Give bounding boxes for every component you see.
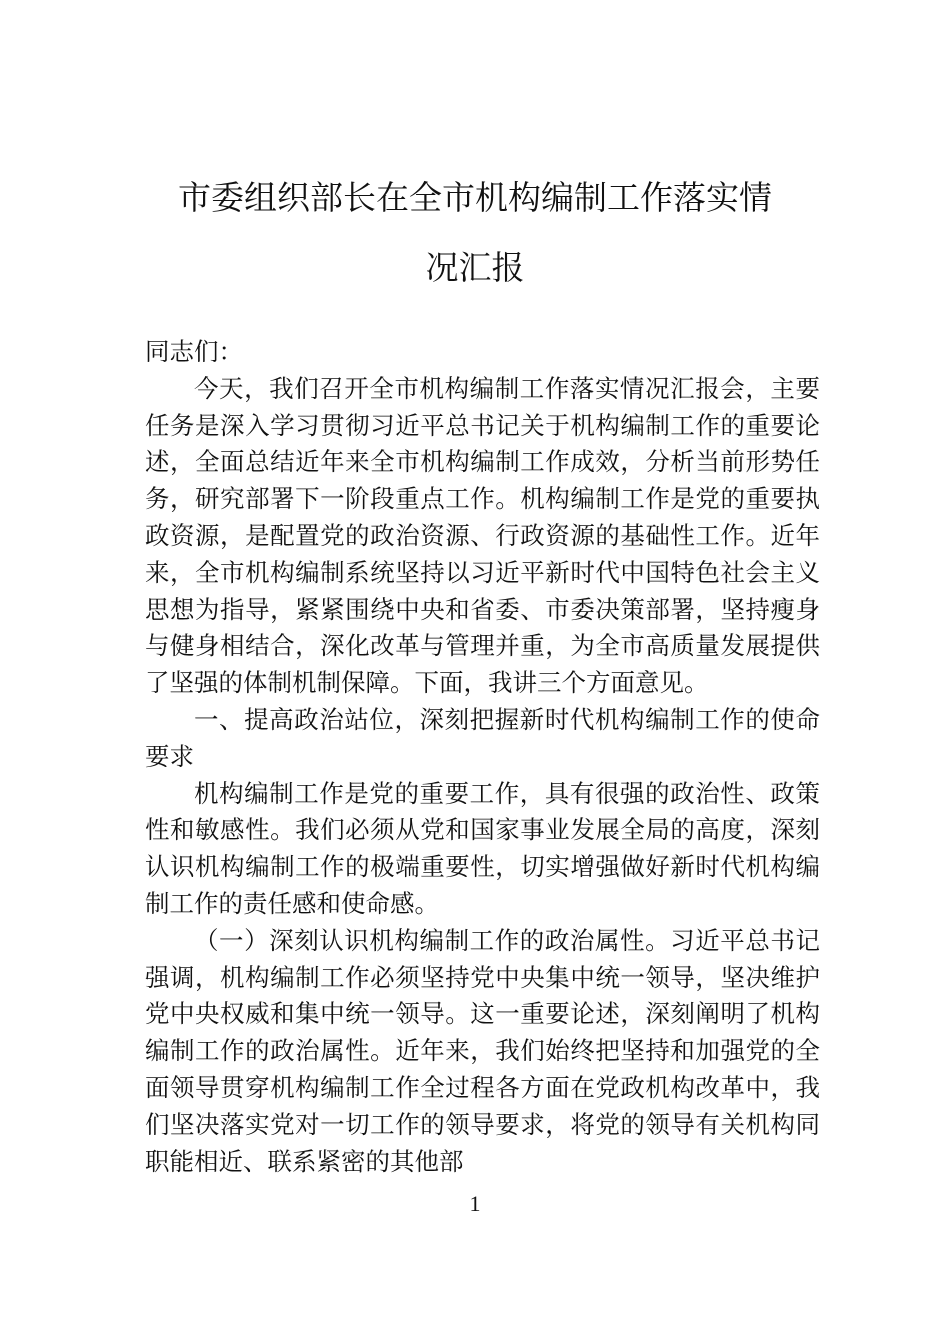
paragraph-subsection-1: （一）深刻认识机构编制工作的政治属性。习近平总书记强调，机构编制工作必须坚持党中央集中统一领导，坚决维护党中央权威和集中统一领导。这一重要论述，深刻阐明了机构编制工作的政治属性。近年来，我们始终把坚持和加强党的全面领导贯穿机构编制工作全过程各方面在党政机构改革中，我们坚决落实党对一切工作的领导要求，将党的领导有关机构同职能相近、联系紧密的其他部 (145, 925, 820, 1176)
document-title-line-1: 市委组织部长在全市机构编制工作落实情 (178, 178, 772, 217)
page-number: 1 (469, 1191, 481, 1216)
salutation: 同志们： (145, 337, 243, 366)
section-heading-1: 一、提高政治站位，深刻把握新时代机构编制工作的使命要求 (145, 704, 820, 771)
document-title-line-2: 况汇报 (425, 248, 525, 287)
document-body (145, 334, 820, 1180)
paragraph-intro: 今天，我们召开全市机构编制工作落实情况汇报会，主要任务是深入学习贯彻习近平总书记关于机构编制工作的重要论述，全面总结近年来全市机构编制工作成效，分析当前形势任务，研究部署下一阶段重点工作。机构编制工作是党的重要执政资源，是配置党的政治资源、行政资源的基础性工作。近年来，全市机构编制系统坚持以习近平新时代中国特色社会主义思想为指导，紧紧围绕中央和省委、市委决策部署，坚持瘦身与健身相结合，深化改革与管理并重，为全市高质量发展提供了坚强的体制机制保障。下面，我讲三个方面意见。 (145, 373, 820, 698)
paragraph-section-1: 机构编制工作是党的重要工作，具有很强的政治性、政策性和敏感性。我们必须从党和国家事业发展全局的高度，深刻认识机构编制工作的极端重要性，切实增强做好新时代机构编制工作的责任感和使命感。 (145, 778, 820, 918)
